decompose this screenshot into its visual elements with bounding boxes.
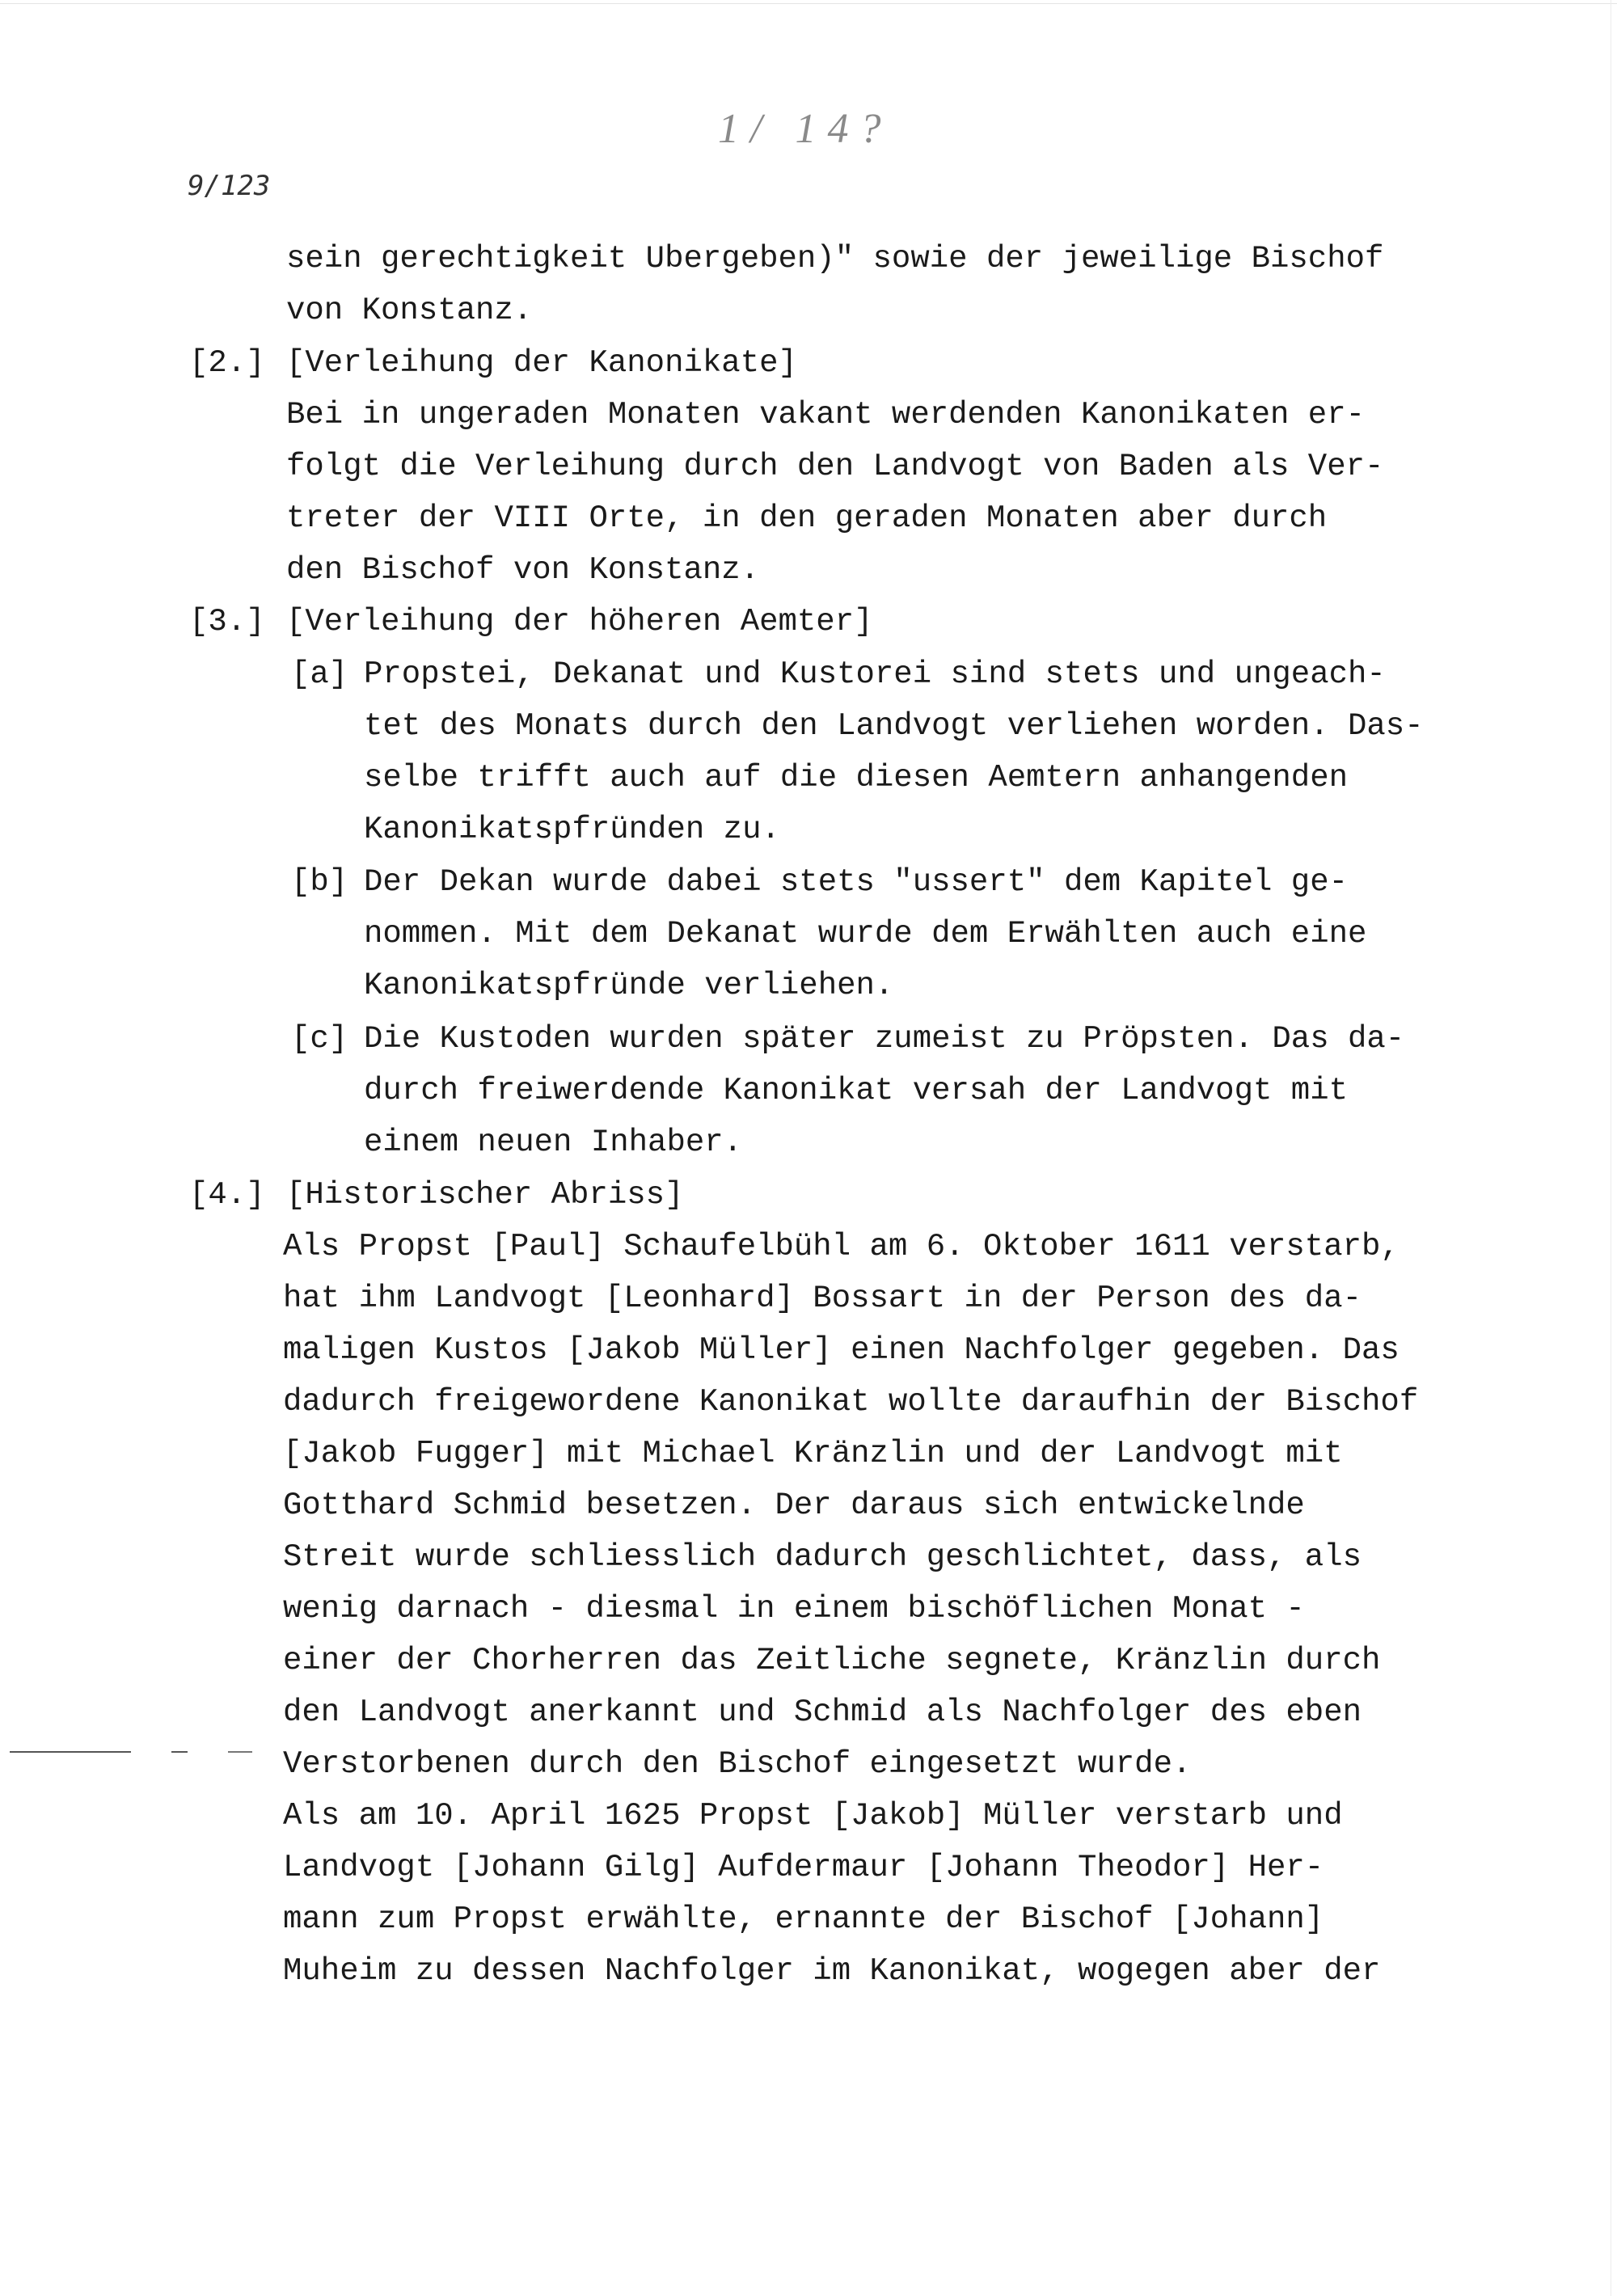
text-line: Der Dekan wurde dabei stets "ussert" dem Kapitel ge- [364, 864, 1348, 900]
text-line: Streit wurde schliesslich dadurch geschlichtet, dass, als [283, 1539, 1362, 1575]
text-line: Landvogt [Johann Gilg] Aufdermaur [Johann Theodor] Her- [283, 1850, 1324, 1885]
text-line: nommen. Mit dem Dekanat wurde dem Erwählten auch eine [364, 916, 1367, 952]
text-line: folgt die Verleihung durch den Landvogt von Baden als Ver- [286, 449, 1384, 484]
text-line: wenig darnach - diesmal in einem bischöflichen Monat - [283, 1591, 1305, 1627]
text-line: sein gerechtigkeit Ubergeben)" sowie der jeweilige Bischof [286, 241, 1384, 276]
text-line: Als am 10. April 1625 Propst [Jakob] Müller verstarb und [283, 1798, 1343, 1834]
text-line: Als Propst [Paul] Schaufelbühl am 6. Oktober 1611 verstarb, [283, 1229, 1400, 1264]
text-line: den Landvogt anerkannt und Schmid als Nachfolger des eben [283, 1695, 1362, 1730]
section-heading: [Verleihung der Kanonikate] [286, 345, 797, 381]
item-label: [b] [291, 864, 348, 900]
text-line: Die Kustoden wurden später zumeist zu Pröpsten. Das da- [364, 1021, 1405, 1057]
text-line: einem neuen Inhaber. [364, 1125, 743, 1160]
text-line: Gotthard Schmid besetzen. Der daraus sich entwickelnde [283, 1488, 1305, 1523]
handwritten-folio-number: 1/ 14? [718, 106, 893, 152]
text-line: den Bischof von Konstanz. [286, 552, 760, 588]
page-reference: 9/123 [188, 170, 271, 202]
text-line: Propstei, Dekanat und Kustorei sind stets und ungeach- [364, 656, 1386, 692]
text-line: tet des Monats durch den Landvogt verliehen worden. Das- [364, 708, 1424, 744]
text-line: Kanonikatspfründen zu. [364, 812, 780, 847]
text-line: Muheim zu dessen Nachfolger im Kanonikat, wogegen aber der [283, 1953, 1381, 1989]
margin-pencil-mark [10, 1751, 252, 1753]
text-line: [Jakob Fugger] mit Michael Kränzlin und der Landvogt mit [283, 1436, 1343, 1471]
text-line: von Konstanz. [286, 293, 533, 328]
text-line: mann zum Propst erwählte, ernannte der Bischof [Johann] [283, 1901, 1324, 1937]
text-line: einer der Chorherren das Zeitliche segnete, Kränzlin durch [283, 1643, 1381, 1678]
item-label: [a] [291, 656, 348, 692]
text-line: Bei in ungeraden Monaten vakant werdenden Kanonikaten er- [286, 397, 1366, 433]
text-line: treter der VIII Orte, in den geraden Monaten aber durch [286, 500, 1328, 536]
scan-edge-top [0, 3, 1617, 4]
item-label: [c] [291, 1021, 348, 1057]
text-line: hat ihm Landvogt [Leonhard] Bossart in der Person des da- [283, 1281, 1362, 1316]
section-number: [4.] [189, 1177, 265, 1213]
text-line: Verstorbenen durch den Bischof eingesetzt wurde. [283, 1746, 1192, 1782]
section-heading: [Verleihung der höheren Aemter] [286, 604, 873, 639]
text-line: dadurch freigewordene Kanonikat wollte daraufhin der Bischof [283, 1384, 1419, 1420]
text-line: Kanonikatspfründe verliehen. [364, 968, 894, 1003]
text-line: durch freiwerdende Kanonikat versah der Landvogt mit [364, 1073, 1348, 1108]
text-line: maligen Kustos [Jakob Müller] einen Nachfolger gegeben. Das [283, 1332, 1400, 1368]
section-heading: [Historischer Abriss] [286, 1177, 684, 1213]
section-number: [2.] [189, 345, 265, 381]
text-line: selbe trifft auch auf die diesen Aemtern anhangenden [364, 760, 1348, 796]
section-number: [3.] [189, 604, 265, 639]
